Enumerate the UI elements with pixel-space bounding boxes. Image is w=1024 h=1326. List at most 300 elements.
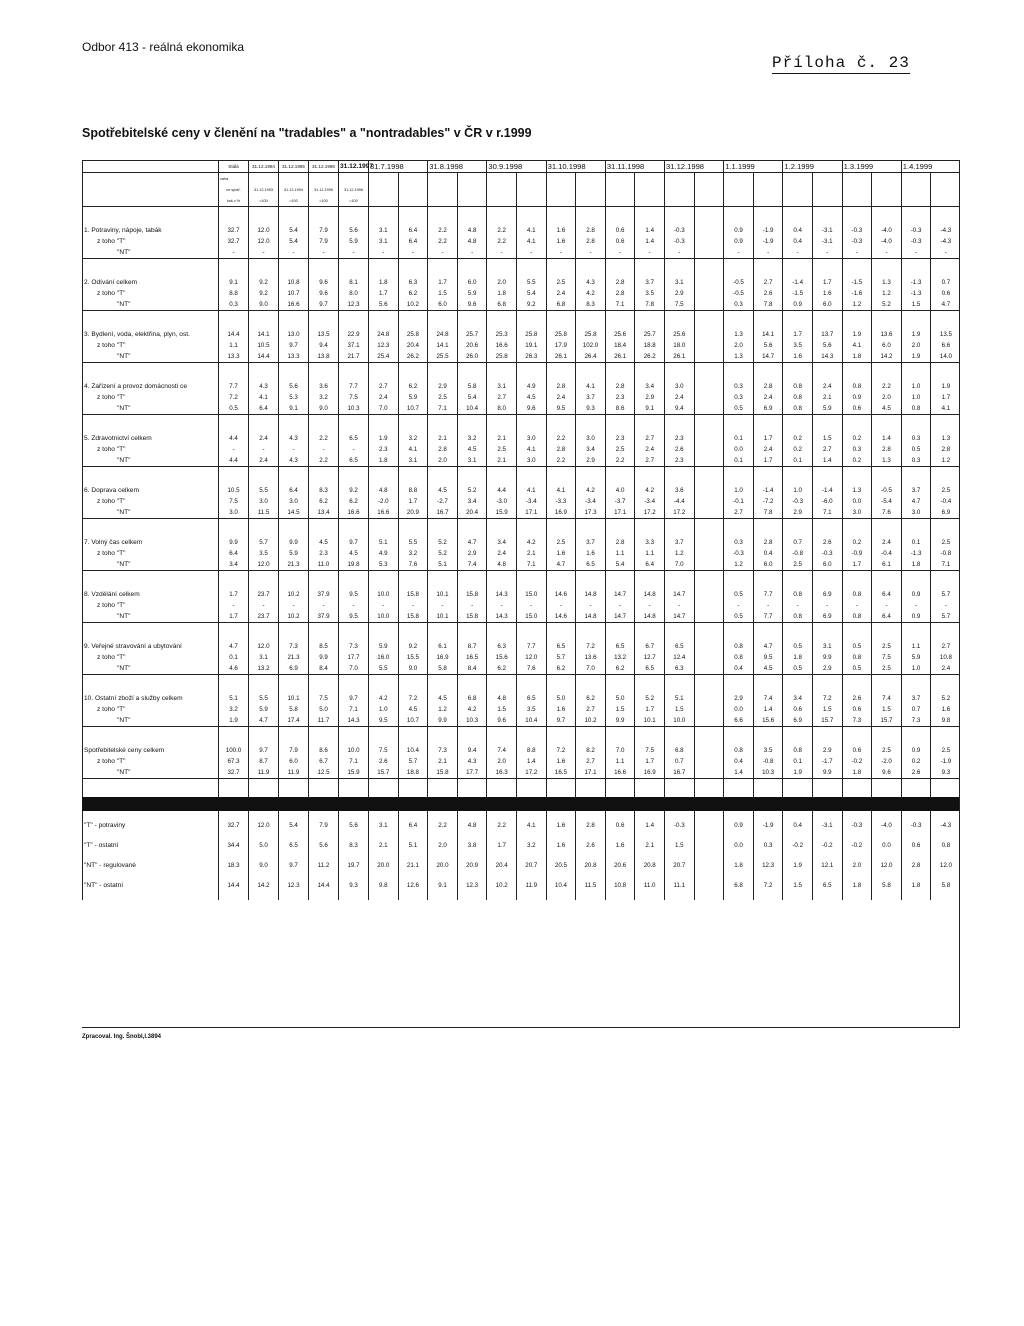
spacer-cell: [576, 736, 606, 745]
spacer-cell: [369, 831, 399, 840]
value-cell: 15.8: [398, 611, 428, 623]
value-cell: 3.1: [369, 236, 399, 247]
spacer-cell: [605, 467, 635, 477]
value-cell: -: [249, 600, 279, 611]
subheader-cell: [665, 184, 695, 195]
spacer-cell: [517, 571, 547, 581]
value-cell: 5.9: [813, 403, 843, 415]
value-cell: 2.8: [605, 537, 635, 548]
value-cell: 5.4: [279, 820, 309, 831]
value-cell: 5.6: [339, 225, 369, 236]
spacer-cell: [249, 476, 279, 485]
value-cell: 11.0: [309, 559, 339, 571]
spacer-cell: [931, 851, 961, 860]
value-cell: 0.9: [901, 589, 931, 600]
spacer-cell: [339, 779, 369, 789]
spacer-cell: [83, 216, 219, 225]
value-cell: 14.8: [635, 611, 665, 623]
value-cell: 2.2: [428, 225, 458, 236]
value-cell: 3.0: [517, 433, 547, 444]
value-cell: -: [665, 247, 695, 259]
spacer-cell: [842, 519, 872, 529]
row-label: 2. Odívání celkem: [83, 277, 219, 288]
spacer-cell: [517, 871, 547, 880]
value-cell: 0.3: [724, 299, 754, 311]
value-cell: 17.1: [517, 507, 547, 519]
spacer-cell: [605, 851, 635, 860]
value-cell: 5.6: [369, 299, 399, 311]
value-cell: 2.2: [309, 433, 339, 444]
value-cell: 1.6: [546, 756, 576, 767]
value-cell: 0.4: [783, 236, 813, 247]
spacer-cell: [813, 571, 843, 581]
value-cell: -1.5: [783, 288, 813, 299]
value-cell: 4.1: [931, 403, 961, 415]
spacer-cell: [339, 891, 369, 900]
spacer-cell: [665, 675, 695, 685]
value-cell: 4.5: [428, 693, 458, 704]
value-cell: 8.7: [249, 756, 279, 767]
value-cell: 2.6: [813, 537, 843, 548]
value-cell: 25.8: [398, 329, 428, 340]
value-cell: -: [369, 247, 399, 259]
value-cell: -2.0: [369, 496, 399, 507]
value-cell: -: [872, 247, 902, 259]
value-cell: 1.9: [783, 860, 813, 871]
spacer-cell: [931, 891, 961, 900]
value-cell: 1.7: [813, 277, 843, 288]
value-cell: 13.2: [605, 652, 635, 663]
subheader-cell: [398, 173, 428, 185]
value-cell: 19.7: [339, 860, 369, 871]
spacer-cell: [842, 311, 872, 321]
band-cell: [369, 797, 399, 811]
base-header: 31.12.1994: [249, 161, 279, 173]
subheader-cell: [813, 195, 843, 207]
spacer-cell: [724, 871, 754, 880]
table-row: [83, 589, 961, 600]
spacer-cell: [753, 727, 783, 737]
spacer-cell: [842, 207, 872, 217]
value-cell: 10.4: [546, 880, 576, 891]
spacer-cell: [931, 675, 961, 685]
spacer-cell: [369, 632, 399, 641]
value-cell: 4.0: [605, 485, 635, 496]
spacer-cell: [83, 891, 219, 900]
spacer-cell: [901, 684, 931, 693]
value-cell: -1.7: [813, 756, 843, 767]
value-cell: [694, 589, 724, 600]
value-cell: 0.8: [783, 381, 813, 392]
value-cell: -: [842, 600, 872, 611]
spacer-cell: [724, 519, 754, 529]
value-cell: 10.0: [369, 589, 399, 600]
spacer-cell: [576, 632, 606, 641]
spacer-row: [83, 623, 961, 633]
spacer-row: [83, 476, 961, 485]
spacer-cell: [546, 871, 576, 880]
spacer-cell: [339, 580, 369, 589]
value-cell: [694, 767, 724, 779]
spacer-cell: [576, 871, 606, 880]
value-cell: 14.3: [813, 351, 843, 363]
value-cell: 1.7: [635, 756, 665, 767]
value-cell: 10.1: [279, 693, 309, 704]
spacer-cell: [901, 727, 931, 737]
value-cell: 2.5: [872, 745, 902, 756]
value-cell: 4.8: [457, 820, 487, 831]
value-cell: 6.9: [279, 663, 309, 675]
value-cell: 17.2: [517, 767, 547, 779]
spacer-cell: [398, 476, 428, 485]
spacer-cell: [724, 424, 754, 433]
value-cell: 0.8: [783, 611, 813, 623]
table-row: [83, 381, 961, 392]
band-cell: [901, 797, 931, 811]
subheader-cell: 31.12.1994: [279, 184, 309, 195]
spacer-cell: [724, 467, 754, 477]
spacer-cell: [783, 623, 813, 633]
row-label: z toho "T": [83, 288, 219, 299]
spacer-cell: [517, 528, 547, 537]
value-cell: 10.2: [398, 299, 428, 311]
table-row: [83, 600, 961, 611]
band-cell: [517, 797, 547, 811]
value-cell: 11.1: [665, 880, 695, 891]
row-label: 9. Veřejné stravování a ubytování: [83, 641, 219, 652]
spacer-cell: [753, 851, 783, 860]
value-cell: 3.0: [219, 507, 249, 519]
table-row: [83, 548, 961, 559]
value-cell: 0.5: [783, 641, 813, 652]
value-cell: 0.8: [724, 641, 754, 652]
value-cell: 7.9: [279, 745, 309, 756]
value-cell: 9.7: [339, 693, 369, 704]
value-cell: 2.1: [813, 392, 843, 403]
value-cell: -0.3: [665, 820, 695, 831]
spacer-cell: [635, 519, 665, 529]
spacer-cell: [279, 851, 309, 860]
value-cell: 1.9: [219, 715, 249, 727]
value-cell: 4.1: [249, 392, 279, 403]
row-label: z toho "T": [83, 756, 219, 767]
value-cell: -: [753, 247, 783, 259]
spacer-cell: [219, 571, 249, 581]
value-cell: 24.8: [428, 329, 458, 340]
spacer-row: [83, 519, 961, 529]
spacer-cell: [487, 268, 517, 277]
date-header: 31.11.1998: [605, 161, 664, 173]
value-cell: 0.7: [931, 277, 961, 288]
value-cell: 1.5: [428, 288, 458, 299]
value-cell: 4.5: [457, 444, 487, 455]
value-cell: 3.0: [665, 381, 695, 392]
table-row: [83, 403, 961, 415]
spacer-cell: [931, 811, 961, 820]
band-cell: [546, 797, 576, 811]
value-cell: 37.9: [309, 589, 339, 600]
spacer-cell: [249, 871, 279, 880]
subheader-cell: [428, 195, 458, 207]
value-cell: 18.8: [398, 767, 428, 779]
value-cell: 7.4: [487, 745, 517, 756]
value-cell: 2.4: [249, 433, 279, 444]
table-row: [83, 611, 961, 623]
value-cell: -0.8: [753, 756, 783, 767]
value-cell: 7.7: [753, 589, 783, 600]
value-cell: 0.4: [783, 820, 813, 831]
spacer-cell: [369, 811, 399, 820]
subheader-cell: [842, 184, 872, 195]
value-cell: 20.7: [517, 860, 547, 871]
spacer-cell: [576, 268, 606, 277]
value-cell: 2.8: [931, 444, 961, 455]
value-cell: 2.7: [576, 704, 606, 715]
value-cell: 6.2: [398, 288, 428, 299]
value-cell: 14.7: [753, 351, 783, 363]
value-cell: 6.5: [665, 641, 695, 652]
spacer-cell: [83, 476, 219, 485]
value-cell: 9.7: [339, 537, 369, 548]
spacer-cell: [635, 779, 665, 789]
value-cell: 6.9: [813, 611, 843, 623]
spacer-cell: [665, 268, 695, 277]
spacer-cell: [783, 424, 813, 433]
value-cell: 4.3: [457, 756, 487, 767]
spacer-cell: [309, 476, 339, 485]
spacer-cell: [487, 476, 517, 485]
value-cell: 8.0: [487, 403, 517, 415]
spacer-cell: [487, 415, 517, 425]
value-cell: 1.6: [813, 288, 843, 299]
value-cell: 4.2: [576, 485, 606, 496]
value-cell: 7.1: [931, 559, 961, 571]
spacer-cell: [931, 571, 961, 581]
value-cell: 8.4: [457, 663, 487, 675]
spacer-cell: [665, 684, 695, 693]
value-cell: 7.9: [309, 236, 339, 247]
spacer-cell: [753, 831, 783, 840]
value-cell: 20.4: [487, 860, 517, 871]
value-cell: 14.3: [487, 611, 517, 623]
value-cell: 13.6: [872, 329, 902, 340]
value-cell: 2.2: [605, 455, 635, 467]
value-cell: 5.1: [219, 693, 249, 704]
value-cell: 0.7: [901, 704, 931, 715]
value-cell: 2.5: [546, 537, 576, 548]
value-cell: 6.6: [724, 715, 754, 727]
value-cell: 37.1: [339, 340, 369, 351]
spacer-cell: [724, 811, 754, 820]
value-cell: 5.0: [309, 704, 339, 715]
value-cell: 0.5: [724, 403, 754, 415]
band-cell: [665, 797, 695, 811]
row-label: "NT": [83, 559, 219, 571]
value-cell: -: [931, 600, 961, 611]
spacer-cell: [753, 424, 783, 433]
spacer-cell: [369, 528, 399, 537]
spacer-cell: [546, 891, 576, 900]
spacer-cell: [842, 736, 872, 745]
value-cell: 2.2: [487, 236, 517, 247]
subheader-cell: [783, 184, 813, 195]
value-cell: 12.5: [309, 767, 339, 779]
subheader-cell: [546, 173, 576, 185]
value-cell: 1.4: [635, 236, 665, 247]
spacer-cell: [279, 811, 309, 820]
value-cell: 5.1: [369, 537, 399, 548]
value-cell: 4.5: [309, 537, 339, 548]
spacer-cell: [576, 216, 606, 225]
spacer-cell: [694, 372, 724, 381]
spacer-cell: [783, 528, 813, 537]
value-cell: 16.5: [546, 767, 576, 779]
row-label: "NT": [83, 663, 219, 675]
value-cell: 5.6: [753, 340, 783, 351]
spacer-cell: [753, 788, 783, 797]
subheader-cell: [398, 195, 428, 207]
value-cell: 8.6: [605, 403, 635, 415]
value-cell: 2.6: [665, 444, 695, 455]
value-cell: 6.9: [813, 589, 843, 600]
value-cell: 10.5: [249, 340, 279, 351]
spacer-row: [83, 415, 961, 425]
spacer-cell: [339, 415, 369, 425]
spacer-cell: [753, 571, 783, 581]
value-cell: [694, 880, 724, 891]
spacer-row: [83, 268, 961, 277]
spacer-cell: [398, 684, 428, 693]
value-cell: 25.3: [487, 329, 517, 340]
spacer-cell: [249, 632, 279, 641]
value-cell: 3.4: [783, 693, 813, 704]
value-cell: 20.7: [665, 860, 695, 871]
spacer-cell: [635, 528, 665, 537]
page-title: Spotřebitelské ceny v členění na "tradables" a "nontradables" v ČR v r.1999: [82, 126, 532, 140]
spacer-cell: [398, 871, 428, 880]
value-cell: -: [635, 247, 665, 259]
spacer-cell: [309, 320, 339, 329]
value-cell: 6.5: [546, 641, 576, 652]
spacer-row: [83, 632, 961, 641]
subheader-cell: [517, 173, 547, 185]
value-cell: 0.9: [901, 745, 931, 756]
value-cell: 6.4: [279, 485, 309, 496]
spacer-cell: [309, 363, 339, 373]
spacer-cell: [576, 811, 606, 820]
value-cell: 3.4: [576, 444, 606, 455]
spacer-cell: [813, 519, 843, 529]
spacer-cell: [753, 891, 783, 900]
spacer-cell: [783, 788, 813, 797]
spacer-cell: [901, 268, 931, 277]
subheader-cell: [635, 173, 665, 185]
spacer-cell: [428, 216, 458, 225]
value-cell: -: [249, 444, 279, 455]
spacer-cell: [369, 684, 399, 693]
subheader-cell: [605, 195, 635, 207]
spacer-cell: [724, 788, 754, 797]
row-label: z toho "T": [83, 444, 219, 455]
value-cell: -0.3: [813, 548, 843, 559]
value-cell: 1.5: [872, 704, 902, 715]
value-cell: -0.3: [783, 496, 813, 507]
value-cell: -1.4: [753, 485, 783, 496]
value-cell: -: [279, 600, 309, 611]
value-cell: 14.1: [428, 340, 458, 351]
spacer-cell: [901, 467, 931, 477]
spacer-cell: [931, 415, 961, 425]
band-cell: [813, 797, 843, 811]
spacer-cell: [665, 216, 695, 225]
value-cell: 1.6: [576, 548, 606, 559]
spacer-cell: [842, 580, 872, 589]
value-cell: [694, 299, 724, 311]
subheader-cell: [753, 184, 783, 195]
value-cell: -: [219, 600, 249, 611]
value-cell: 7.4: [753, 693, 783, 704]
spacer-cell: [813, 684, 843, 693]
spacer-cell: [576, 363, 606, 373]
value-cell: 8.3: [339, 840, 369, 851]
spacer-cell: [872, 320, 902, 329]
value-cell: 9.6: [309, 288, 339, 299]
value-cell: 4.3: [576, 277, 606, 288]
subheader-cell: [753, 173, 783, 185]
spacer-cell: [309, 580, 339, 589]
value-cell: 9.6: [872, 767, 902, 779]
value-cell: 6.5: [813, 880, 843, 891]
value-cell: 1.4: [724, 767, 754, 779]
value-cell: [694, 329, 724, 340]
value-cell: 6.4: [249, 403, 279, 415]
value-cell: 2.4: [753, 444, 783, 455]
spacer-cell: [83, 467, 219, 477]
spacer-cell: [576, 467, 606, 477]
spacer-cell: [901, 831, 931, 840]
value-cell: 2.1: [517, 548, 547, 559]
spacer-cell: [219, 788, 249, 797]
band-cell: [753, 797, 783, 811]
subheader-cell: váha: [219, 173, 249, 185]
spacer-cell: [309, 788, 339, 797]
value-cell: -0.3: [842, 820, 872, 831]
spacer-cell: [309, 424, 339, 433]
value-cell: 5.1: [428, 559, 458, 571]
value-cell: 12.3: [369, 340, 399, 351]
value-cell: 6.8: [665, 745, 695, 756]
spacer-cell: [249, 528, 279, 537]
spacer-cell: [813, 632, 843, 641]
spacer-cell: [428, 207, 458, 217]
subheader-cell: [546, 184, 576, 195]
subheader-cell: [517, 195, 547, 207]
spacer-cell: [398, 207, 428, 217]
spacer-cell: [398, 268, 428, 277]
spacer-cell: [694, 528, 724, 537]
value-cell: 7.5: [219, 496, 249, 507]
value-cell: -: [901, 247, 931, 259]
value-cell: 0.8: [842, 652, 872, 663]
value-cell: -1.3: [901, 277, 931, 288]
spacer-cell: [369, 623, 399, 633]
value-cell: [694, 381, 724, 392]
value-cell: 1.5: [665, 704, 695, 715]
spacer-cell: [783, 811, 813, 820]
spacer-cell: [339, 871, 369, 880]
value-cell: 3.2: [309, 392, 339, 403]
spacer-cell: [576, 851, 606, 860]
